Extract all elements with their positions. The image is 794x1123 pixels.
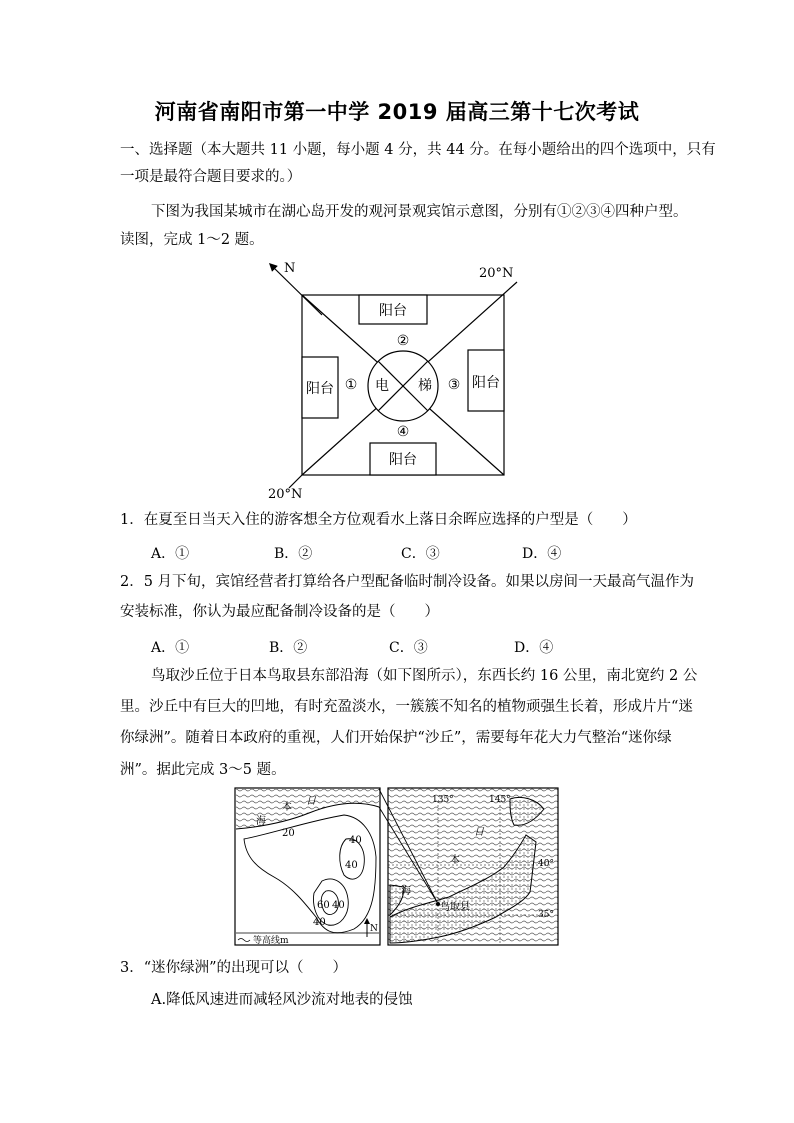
intro1-line1: 下图为我国某城市在湖心岛开发的观河景观宾馆示意图，分别有①②③④四种户型。	[151, 204, 688, 220]
q2-option-a: A．①	[151, 640, 190, 656]
balcony-bottom-label: 阳台	[389, 452, 417, 468]
contour-40-b: 40	[345, 860, 358, 871]
q3-stem: 3．“迷你绿洲”的出现可以（ ）	[120, 960, 348, 976]
lon-135-label: 135°	[432, 795, 454, 805]
room1-label: ①	[344, 377, 358, 393]
north-arrow-line	[272, 266, 322, 315]
lat-40-label: 40°	[538, 859, 554, 869]
elevator-label-right: 梯	[418, 378, 432, 394]
q1-option-a: A．①	[151, 546, 190, 562]
q2-stem-line2: 安装标准，你认为最应配备制冷设备的是（ ）	[120, 604, 439, 620]
room2-label: ②	[396, 333, 410, 349]
q2-option-d: D．④	[514, 640, 554, 656]
elevator-label-left: 电	[375, 378, 389, 394]
exam-title: 河南省南阳市第一中学 2019 届高三第十七次考试	[154, 100, 640, 124]
contour-40-c: 40	[332, 900, 345, 911]
contour-20: 20	[282, 828, 295, 839]
right-sea-label-ben: 本	[450, 855, 460, 866]
balcony-top-label: 阳台	[379, 303, 407, 319]
lon-145-label: 145°	[489, 795, 511, 805]
room4-label: ④	[396, 424, 410, 440]
intro2-line3: 你绿洲”。随着日本政府的重视，人们开始保护“沙丘”，需要每年花大力气整治“迷你绿	[120, 730, 672, 746]
q1-option-c: C．③	[401, 546, 440, 562]
hotel-plan-figure	[262, 258, 532, 503]
q2-option-b: B．②	[269, 640, 308, 656]
q3-option-a: A.降低风速进而减轻风沙流对地表的侵蚀	[151, 992, 413, 1008]
north-label: N	[284, 261, 296, 276]
balcony-right-label: 阳台	[472, 375, 500, 391]
right-sea-label-ri: 日	[474, 827, 484, 838]
sea-label-hai: 海	[256, 816, 266, 827]
q1-option-b: B．②	[274, 546, 313, 562]
section-instruction-line1: 一、选择题（本大题共 11 小题，每小题 4 分，共 44 分。在每小题给出的四个选项中，只有	[120, 142, 716, 158]
intro2-line4: 洲”。据此完成 3～5 题。	[120, 762, 286, 778]
q2-option-c: C．③	[389, 640, 428, 656]
room3-label: ③	[447, 377, 461, 393]
intro2-line2: 里。沙丘中有巨大的凹地，有时充盈淡水，一簇簇不知名的植物顽强生长着，形成片片“迷	[120, 699, 693, 715]
japan-location-map	[388, 788, 558, 945]
contour-40-d: 40	[313, 917, 326, 928]
q2-stem-line1: 2．5 月下旬，宾馆经营者打算给各户型配备临时制冷设备。如果以房间一天最高气温作为	[120, 574, 695, 590]
contour-legend: 等高线m	[253, 936, 289, 946]
left-map-north: N	[370, 924, 378, 934]
section-instruction-line2: 一项是最符合题目要求的。）	[120, 169, 302, 185]
contour-40-a: 40	[349, 835, 362, 846]
q1-stem: 1．在夏至日当天入住的游客想全方位观看水上落日余晖应选择的户型是（ ）	[120, 512, 637, 528]
intro1-line2: 读图，完成 1～2 题。	[120, 232, 264, 248]
balcony-left-label: 阳台	[306, 381, 334, 397]
sea-label-ri: 日	[306, 796, 316, 807]
intro2-line1: 鸟取沙丘位于日本鸟取县东部沿海（如下图所示），东西长约 16 公里，南北宽约 2 公	[151, 668, 698, 684]
lat-label-top: 20°N	[479, 266, 514, 281]
dune-contour-map	[235, 788, 380, 946]
tottori-label: 鸟取县	[440, 902, 470, 913]
lat-label-bottom: 20°N	[268, 487, 303, 502]
sea-label-ben: 本	[282, 802, 292, 813]
contour-60: 60	[317, 900, 330, 911]
right-sea-label-hai: 海	[401, 886, 411, 897]
q1-option-d: D．④	[522, 546, 562, 562]
tottori-maps-figure	[234, 787, 560, 947]
lat-35-label: 35°	[538, 910, 554, 920]
